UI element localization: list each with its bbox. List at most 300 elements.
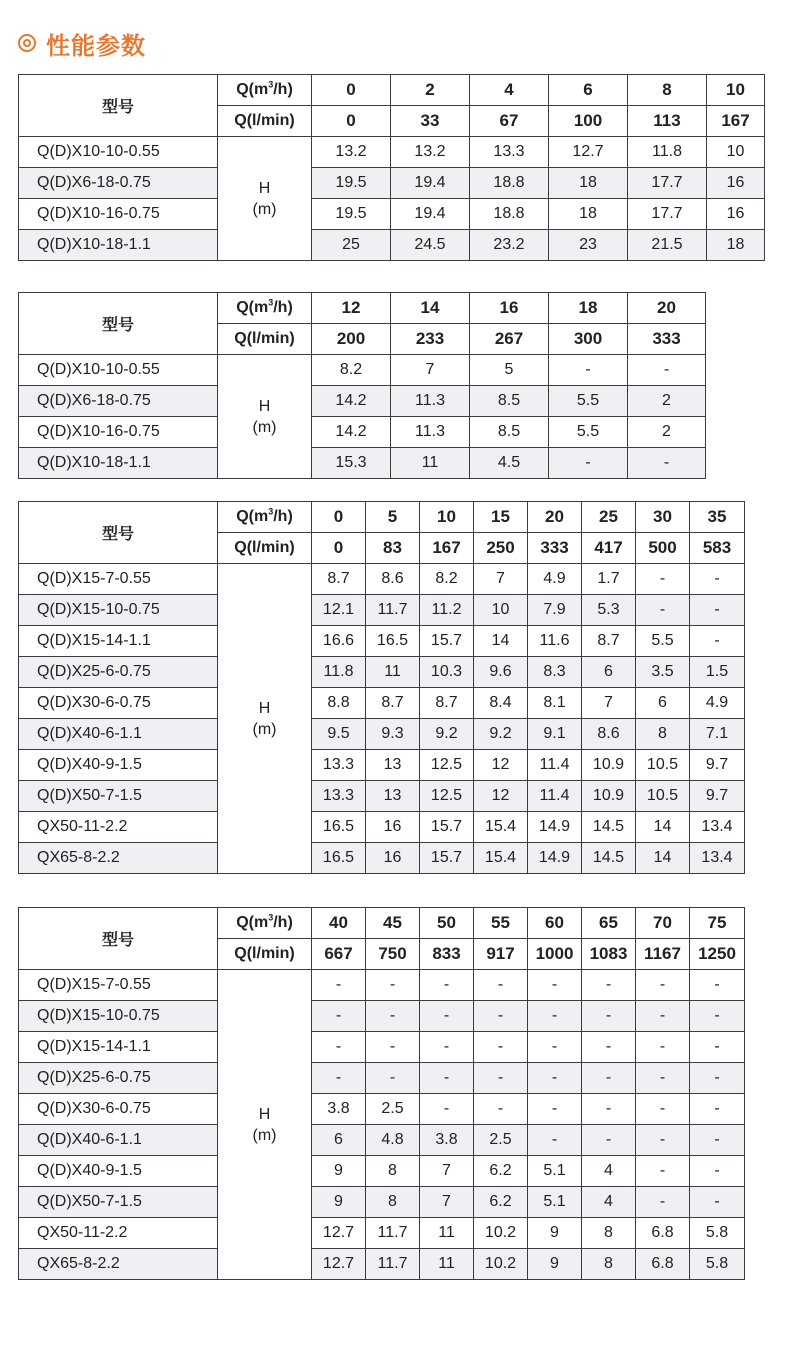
head-value: 8 [582, 1249, 636, 1280]
head-value: - [636, 1094, 690, 1125]
flow-m3h-value: 35 [690, 502, 745, 533]
head-value: - [474, 1001, 528, 1032]
head-value: 9.5 [312, 719, 366, 750]
head-value: 16.5 [366, 626, 420, 657]
head-value: 7 [582, 688, 636, 719]
flow-m3h-value: 14 [391, 293, 470, 324]
flow-m3h-value: 18 [549, 293, 628, 324]
head-value: - [690, 595, 745, 626]
head-unit: (m) [252, 200, 277, 218]
model-name: Q(D)X25-6-0.75 [19, 657, 218, 688]
head-value: 6 [582, 657, 636, 688]
head-value: 7.9 [528, 595, 582, 626]
flow-lmin-value: 417 [582, 533, 636, 564]
head-value: - [474, 1032, 528, 1063]
head-symbol: H [258, 179, 271, 197]
flow-lmin-value: 1083 [582, 939, 636, 970]
flow-lmin-label: Q(l/min) [218, 533, 312, 564]
head-value: 19.4 [391, 168, 470, 199]
head-value: 17.7 [628, 168, 707, 199]
flow-lmin-value: 267 [470, 324, 549, 355]
head-unit: (m) [252, 720, 277, 738]
head-value: - [366, 1001, 420, 1032]
head-value: 16.5 [312, 812, 366, 843]
head-value: 3.5 [636, 657, 690, 688]
head-value: 13.2 [312, 137, 391, 168]
table-row [19, 448, 706, 479]
head-value: 15.7 [420, 626, 474, 657]
table-row [19, 137, 765, 168]
head-value: 9.3 [366, 719, 420, 750]
head-value: 3.8 [312, 1094, 366, 1125]
head-value: 4 [582, 1156, 636, 1187]
model-name: Q(D)X30-6-0.75 [19, 1094, 218, 1125]
head-value: 12.7 [312, 1249, 366, 1280]
model-name: Q(D)X10-10-0.55 [19, 137, 218, 168]
table-row [19, 781, 745, 812]
header-row-flow-m3h [19, 75, 765, 106]
head-value: 7 [420, 1187, 474, 1218]
head-value: 1.5 [690, 657, 745, 688]
model-name: Q(D)X15-10-0.75 [19, 1001, 218, 1032]
head-value: 24.5 [391, 230, 470, 261]
flow-lmin-value: 1000 [528, 939, 582, 970]
head-value: 19.4 [391, 199, 470, 230]
head-value: 8.1 [528, 688, 582, 719]
flow-lmin-value: 583 [690, 533, 745, 564]
head-value: 9 [312, 1156, 366, 1187]
flow-m3h-value: 25 [582, 502, 636, 533]
head-value: - [549, 355, 628, 386]
flow-m3h-value: 10 [420, 502, 474, 533]
table-row [19, 1032, 745, 1063]
head-value: 2.5 [474, 1125, 528, 1156]
head-value: - [528, 1032, 582, 1063]
head-value: 15.4 [474, 843, 528, 874]
head-value: 5.3 [582, 595, 636, 626]
head-value: - [582, 1063, 636, 1094]
flow-lmin-label: Q(l/min) [218, 106, 312, 137]
head-value: 14.5 [582, 812, 636, 843]
flow-m3h-value: 6 [549, 75, 628, 106]
flow-lmin-value: 833 [420, 939, 474, 970]
section-heading [18, 28, 146, 58]
head-value: - [636, 1063, 690, 1094]
head-value: 9 [312, 1187, 366, 1218]
model-name: Q(D)X25-6-0.75 [19, 1063, 218, 1094]
table-row [19, 199, 765, 230]
head-value: - [636, 970, 690, 1001]
model-name: Q(D)X10-18-1.1 [19, 448, 218, 479]
flow-lmin-label: Q(l/min) [218, 324, 312, 355]
head-value: - [474, 1094, 528, 1125]
head-value: - [312, 970, 366, 1001]
head-value: 13.4 [690, 843, 745, 874]
table-row [19, 843, 745, 874]
head-value: 10.5 [636, 750, 690, 781]
head-value: 11.4 [528, 781, 582, 812]
head-value: - [690, 1063, 745, 1094]
head-value: 8 [636, 719, 690, 750]
head-value: 13.3 [470, 137, 549, 168]
head-value: 9.1 [528, 719, 582, 750]
head-value: 8.4 [474, 688, 528, 719]
head-value: - [312, 1032, 366, 1063]
head-value: 12.7 [312, 1218, 366, 1249]
head-value: - [366, 1032, 420, 1063]
head-value: 8.2 [420, 564, 474, 595]
model-name: Q(D)X50-7-1.5 [19, 781, 218, 812]
head-value: - [312, 1063, 366, 1094]
head-value: 8.7 [366, 688, 420, 719]
head-value: 9 [528, 1249, 582, 1280]
page-title: 性能参数 [46, 31, 146, 60]
flow-m3h-value: 75 [690, 908, 745, 939]
head-value: 10.5 [636, 781, 690, 812]
model-name: Q(D)X10-10-0.55 [19, 355, 218, 386]
head-value: - [420, 1094, 474, 1125]
head-unit-label [218, 564, 312, 874]
flow-lmin-value: 250 [474, 533, 528, 564]
table-row [19, 626, 745, 657]
head-value: 16 [366, 843, 420, 874]
head-value: 10.2 [474, 1218, 528, 1249]
head-value: - [420, 970, 474, 1001]
head-unit-label [218, 970, 312, 1280]
model-name: Q(D)X10-16-0.75 [19, 199, 218, 230]
flow-m3h-value: 20 [628, 293, 706, 324]
head-value: 4.5 [470, 448, 549, 479]
head-value: 2 [628, 417, 706, 448]
head-value: 9.2 [474, 719, 528, 750]
model-name: QX65-8-2.2 [19, 1249, 218, 1280]
head-value: 5.1 [528, 1187, 582, 1218]
head-value: - [636, 1187, 690, 1218]
head-value: 13.4 [690, 812, 745, 843]
head-value: - [474, 970, 528, 1001]
head-value: - [420, 1001, 474, 1032]
flow-lmin-value: 200 [312, 324, 391, 355]
head-value: 8.3 [528, 657, 582, 688]
head-value: 9.7 [690, 750, 745, 781]
head-value: 25 [312, 230, 391, 261]
table-row [19, 970, 745, 1001]
head-value: 16.5 [312, 843, 366, 874]
head-value: 16 [707, 199, 765, 230]
head-value: 11.7 [366, 595, 420, 626]
table-row [19, 564, 745, 595]
head-value: 9 [528, 1218, 582, 1249]
header-row-flow-m3h [19, 908, 745, 939]
head-value: 8 [582, 1218, 636, 1249]
model-name: QX50-11-2.2 [19, 812, 218, 843]
flow-m3h-value: 15 [474, 502, 528, 533]
performance-table-1 [18, 74, 765, 261]
head-value: - [582, 1032, 636, 1063]
head-value: 8 [366, 1187, 420, 1218]
flow-lmin-value: 83 [366, 533, 420, 564]
model-name: QX50-11-2.2 [19, 1218, 218, 1249]
head-value: 18.8 [470, 199, 549, 230]
head-value: 8.7 [312, 564, 366, 595]
head-value: 4.8 [366, 1125, 420, 1156]
head-value: 12.7 [549, 137, 628, 168]
head-value: - [690, 564, 745, 595]
head-value: 14.9 [528, 843, 582, 874]
flow-lmin-value: 500 [636, 533, 690, 564]
head-value: - [312, 1001, 366, 1032]
head-value: 16 [366, 812, 420, 843]
head-value: 18 [707, 230, 765, 261]
table-row [19, 1063, 745, 1094]
header-row-flow-m3h [19, 502, 745, 533]
flow-lmin-value: 917 [474, 939, 528, 970]
performance-table-4 [18, 907, 745, 1280]
head-value: 11.3 [391, 386, 470, 417]
head-value: 18.8 [470, 168, 549, 199]
model-name: Q(D)X40-9-1.5 [19, 1156, 218, 1187]
flow-lmin-value: 300 [549, 324, 628, 355]
head-value: 6.2 [474, 1156, 528, 1187]
head-value: - [528, 970, 582, 1001]
head-value: - [690, 1094, 745, 1125]
flow-m3h-label: $Q(m^3/h)$ [218, 908, 312, 939]
table-row [19, 1094, 745, 1125]
table-row [19, 657, 745, 688]
flow-m3h-value: 30 [636, 502, 690, 533]
head-value: 23 [549, 230, 628, 261]
head-value: 11.4 [528, 750, 582, 781]
model-name: Q(D)X15-14-1.1 [19, 626, 218, 657]
head-value: 2 [628, 386, 706, 417]
model-name: Q(D)X15-10-0.75 [19, 595, 218, 626]
head-value: 14 [636, 812, 690, 843]
head-value: 10.9 [582, 750, 636, 781]
table-row [19, 812, 745, 843]
head-value: 8.2 [312, 355, 391, 386]
head-value: 10.3 [420, 657, 474, 688]
table-row [19, 168, 765, 199]
header-row-flow-m3h [19, 293, 706, 324]
model-name: Q(D)X6-18-0.75 [19, 168, 218, 199]
table-row [19, 750, 745, 781]
flow-m3h-value: 40 [312, 908, 366, 939]
head-value: 13 [366, 750, 420, 781]
flow-m3h-value: 70 [636, 908, 690, 939]
head-value: 8.5 [470, 386, 549, 417]
performance-table-2 [18, 292, 706, 479]
model-column-header: 型号 [19, 75, 218, 137]
head-value: - [582, 1094, 636, 1125]
head-value: 7 [420, 1156, 474, 1187]
head-value: 14.2 [312, 386, 391, 417]
head-value: 4.9 [690, 688, 745, 719]
head-value: 11.3 [391, 417, 470, 448]
target-circle-icon [18, 34, 36, 52]
head-value: 9.2 [420, 719, 474, 750]
head-value: 7.1 [690, 719, 745, 750]
head-value: 6.8 [636, 1249, 690, 1280]
table-row [19, 1156, 745, 1187]
model-column-header: 型号 [19, 908, 218, 970]
model-name: Q(D)X15-7-0.55 [19, 564, 218, 595]
head-value: 14 [636, 843, 690, 874]
head-value: 4.9 [528, 564, 582, 595]
head-value: 21.5 [628, 230, 707, 261]
head-value: - [582, 970, 636, 1001]
head-value: 10 [474, 595, 528, 626]
model-name: Q(D)X40-9-1.5 [19, 750, 218, 781]
head-value: - [636, 1032, 690, 1063]
head-value: 18 [549, 199, 628, 230]
head-value: - [420, 1032, 474, 1063]
head-value: 14.2 [312, 417, 391, 448]
head-value: 11.2 [420, 595, 474, 626]
head-value: 11.7 [366, 1249, 420, 1280]
flow-m3h-value: 0 [312, 502, 366, 533]
head-value: 7 [474, 564, 528, 595]
head-value: 15.7 [420, 812, 474, 843]
flow-m3h-value: 20 [528, 502, 582, 533]
head-symbol: H [258, 1105, 271, 1123]
flow-m3h-label: $Q(m^3/h)$ [218, 75, 312, 106]
head-value: 16.6 [312, 626, 366, 657]
head-value: 19.5 [312, 199, 391, 230]
head-value: 7 [391, 355, 470, 386]
head-value: 11.8 [628, 137, 707, 168]
flow-lmin-value: 113 [628, 106, 707, 137]
head-value: - [690, 1032, 745, 1063]
head-value: 8.7 [582, 626, 636, 657]
head-value: 14 [474, 626, 528, 657]
head-value: 5.1 [528, 1156, 582, 1187]
model-name: QX65-8-2.2 [19, 843, 218, 874]
head-value: 15.7 [420, 843, 474, 874]
model-name: Q(D)X6-18-0.75 [19, 386, 218, 417]
head-value: 12.1 [312, 595, 366, 626]
model-name: Q(D)X40-6-1.1 [19, 1125, 218, 1156]
flow-lmin-value: 100 [549, 106, 628, 137]
flow-m3h-value: 2 [391, 75, 470, 106]
flow-lmin-label: Q(l/min) [218, 939, 312, 970]
flow-lmin-value: 67 [470, 106, 549, 137]
head-unit: (m) [252, 1126, 277, 1144]
head-value: 13.3 [312, 750, 366, 781]
head-unit-label [218, 137, 312, 261]
performance-table-3 [18, 501, 745, 874]
head-value: 9.6 [474, 657, 528, 688]
table-row [19, 1249, 745, 1280]
head-value: 5.5 [636, 626, 690, 657]
head-value: 5 [470, 355, 549, 386]
head-value: - [582, 1125, 636, 1156]
flow-lmin-value: 333 [528, 533, 582, 564]
table-row [19, 688, 745, 719]
table-row [19, 1187, 745, 1218]
flow-m3h-value: 10 [707, 75, 765, 106]
model-column-header: 型号 [19, 502, 218, 564]
flow-m3h-value: 16 [470, 293, 549, 324]
head-value: 17.7 [628, 199, 707, 230]
head-value: - [636, 564, 690, 595]
head-value: 6 [636, 688, 690, 719]
head-symbol: H [258, 699, 271, 717]
flow-lmin-value: 667 [312, 939, 366, 970]
head-value: 3.8 [420, 1125, 474, 1156]
head-value: 12 [474, 781, 528, 812]
head-value: - [582, 1001, 636, 1032]
flow-lmin-value: 167 [420, 533, 474, 564]
head-value: 11.8 [312, 657, 366, 688]
head-value: 15.4 [474, 812, 528, 843]
head-value: 10.2 [474, 1249, 528, 1280]
flow-lmin-value: 233 [391, 324, 470, 355]
head-value: 11.7 [366, 1218, 420, 1249]
flow-lmin-value: 1250 [690, 939, 745, 970]
flow-m3h-value: 50 [420, 908, 474, 939]
flow-m3h-value: 4 [470, 75, 549, 106]
head-value: - [528, 1125, 582, 1156]
head-value: 5.8 [690, 1218, 745, 1249]
head-value: 12.5 [420, 750, 474, 781]
head-value: 13 [366, 781, 420, 812]
head-unit: (m) [252, 418, 277, 436]
flow-m3h-value: 60 [528, 908, 582, 939]
head-value: 2.5 [366, 1094, 420, 1125]
table-row [19, 386, 706, 417]
head-value: 11 [391, 448, 470, 479]
head-value: - [690, 1001, 745, 1032]
head-value: - [636, 595, 690, 626]
model-name: Q(D)X40-6-1.1 [19, 719, 218, 750]
model-name: Q(D)X30-6-0.75 [19, 688, 218, 719]
head-value: - [366, 1063, 420, 1094]
head-value: - [528, 1094, 582, 1125]
head-value: 1.7 [582, 564, 636, 595]
head-value: 10 [707, 137, 765, 168]
head-value: - [690, 1125, 745, 1156]
head-value: - [628, 355, 706, 386]
table-row [19, 1125, 745, 1156]
head-value: 12 [474, 750, 528, 781]
head-value: 8.5 [470, 417, 549, 448]
flow-m3h-label: $Q(m^3/h)$ [218, 293, 312, 324]
head-symbol: H [258, 397, 271, 415]
model-name: Q(D)X15-14-1.1 [19, 1032, 218, 1063]
model-name: Q(D)X50-7-1.5 [19, 1187, 218, 1218]
head-value: - [420, 1063, 474, 1094]
table-row [19, 417, 706, 448]
model-column-header: 型号 [19, 293, 218, 355]
head-value: - [636, 1001, 690, 1032]
head-value: 16 [707, 168, 765, 199]
head-value: 13.3 [312, 781, 366, 812]
head-value: - [549, 448, 628, 479]
flow-m3h-value: 45 [366, 908, 420, 939]
head-value: - [474, 1063, 528, 1094]
flow-lmin-value: 167 [707, 106, 765, 137]
head-value: 8.8 [312, 688, 366, 719]
head-value: 8.6 [582, 719, 636, 750]
head-value: - [528, 1001, 582, 1032]
head-value: 9.7 [690, 781, 745, 812]
flow-lmin-value: 33 [391, 106, 470, 137]
flow-m3h-value: 65 [582, 908, 636, 939]
head-value: 23.2 [470, 230, 549, 261]
head-value: 13.2 [391, 137, 470, 168]
head-unit-label [218, 355, 312, 479]
head-value: 19.5 [312, 168, 391, 199]
